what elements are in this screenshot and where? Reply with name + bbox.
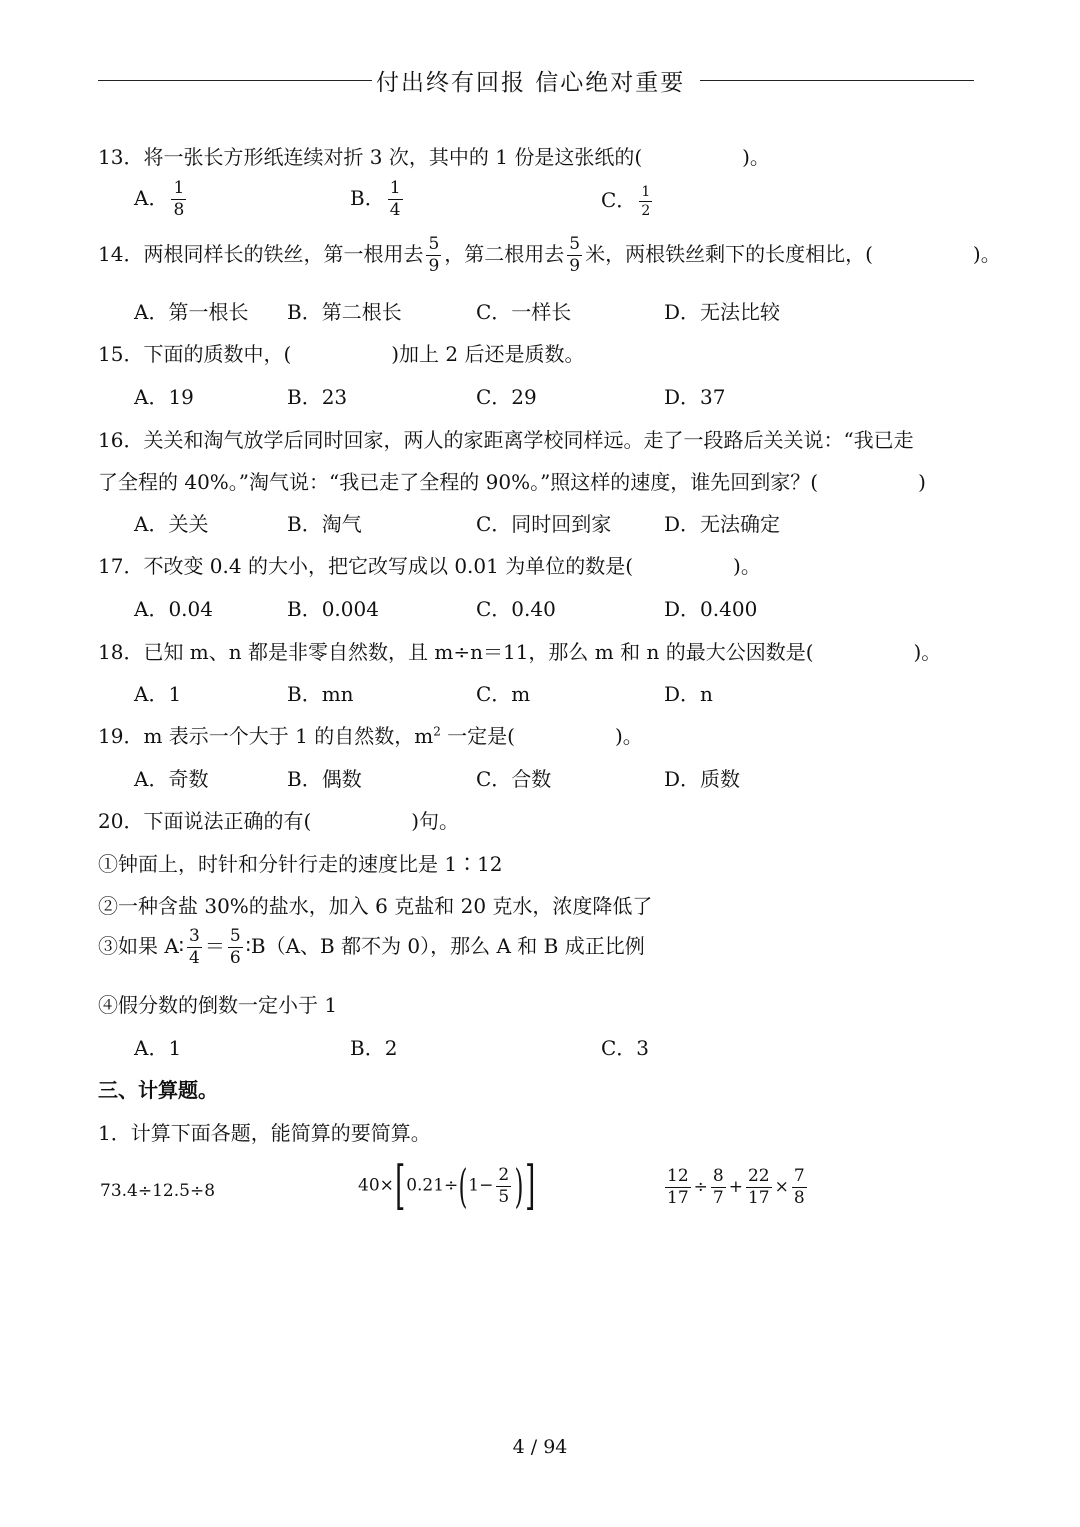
q13-option-c: C． $\frac{1}{2}$ <box>601 184 651 219</box>
question-20: 20．下面说法正确的有( )句。 <box>98 809 460 833</box>
calc-expression-3: $\frac{12}{17}$ ÷ $\frac{8}{7}$ + $\frac{22}{17}$ × $\frac{7}{8}$ <box>667 1166 805 1208</box>
page-number: 4 / 94 <box>512 1436 568 1458</box>
header-rule-right <box>700 80 974 81</box>
q20-statement-3: ③如果 A∶ $\frac{3}{4}$ ＝ $\frac{5}{6}$ ∶B（A、B 都不为 0），那么 A 和 B 成正比例 <box>98 926 645 968</box>
q19-option-b: B．偶数 <box>287 767 362 791</box>
q14-option-c: C．一样长 <box>476 300 572 324</box>
q16-option-c: C．同时回到家 <box>476 512 612 536</box>
q14-option-a: A．第一根长 <box>134 300 249 324</box>
section-3-title: 三、计算题。 <box>98 1078 218 1102</box>
q17-option-a: A．0.04 <box>134 597 213 621</box>
q20-option-b: B．2 <box>350 1036 398 1060</box>
q17-option-d: D．0.400 <box>664 597 758 621</box>
q17-option-b: B．0.004 <box>287 597 379 621</box>
q17-option-c: C．0.40 <box>476 597 556 621</box>
question-16-line-2: 了全程的 40%。”淘气说：“我已走了全程的 90%。”照这样的速度，谁先回到家？( ) <box>98 470 926 494</box>
calc-expression-1: 73.4÷12.5÷8 <box>100 1181 216 1201</box>
q20-option-a: A．1 <box>134 1036 182 1060</box>
q20-option-c: C．3 <box>601 1036 650 1060</box>
question-17: 17．不改变 0.4 的大小，把它改写成以 0.01 为单位的数是( )。 <box>98 554 761 578</box>
q19-option-d: D．质数 <box>664 767 741 791</box>
q15-option-d: D．37 <box>664 385 726 409</box>
q16-option-b: B．淘气 <box>287 512 362 536</box>
question-15: 15．下面的质数中，( )加上 2 后还是质数。 <box>98 342 585 366</box>
question-14: 14．两根同样长的铁丝，第一根用去 $\frac{5}{9}$ ，第二根用去 $\frac{5}{9}$ 米，两根铁丝剩下的长度相比，( )。 <box>98 234 1001 276</box>
q16-option-d: D．无法确定 <box>664 512 781 536</box>
q19-option-a: A．奇数 <box>134 767 209 791</box>
question-13: 13．将一张长方形纸连续对折 3 次，其中的 1 份是这张纸的( )。 <box>98 145 770 169</box>
q18-option-d: D．n <box>664 682 713 706</box>
q16-option-a: A．关关 <box>134 512 209 536</box>
section-3-instruction: 1．计算下面各题，能简算的要简算。 <box>98 1121 431 1145</box>
q14-option-b: B．第二根长 <box>287 300 402 324</box>
q18-option-b: B．mn <box>287 682 354 706</box>
q20-statement-4: ④假分数的倒数一定小于 1 <box>98 993 338 1017</box>
q15-option-c: C．29 <box>476 385 537 409</box>
question-19: 19．m 表示一个大于 1 的自然数，$m^2$ 一定是( )。 <box>98 724 643 748</box>
q18-option-c: C．m <box>476 682 531 706</box>
q18-option-a: A．1 <box>134 682 182 706</box>
q15-option-b: B．23 <box>287 385 348 409</box>
q14-option-d: D．无法比较 <box>664 300 781 324</box>
q20-statement-2: ②一种含盐 30%的盐水，加入 6 克盐和 20 克水，浓度降低了 <box>98 894 653 918</box>
header-rule-left <box>98 80 372 81</box>
calc-expression-2: 40×[0.21÷(1− $\frac{2}{5}$ )] <box>358 1156 536 1216</box>
q13-option-b: B． $\frac{1}{4}$ <box>350 178 401 220</box>
q19-option-c: C．合数 <box>476 767 552 791</box>
question-16-line-1: 16．关关和淘气放学后同时回家，两人的家距离学校同样远。走了一段路后关关说：“我已走 <box>98 428 914 452</box>
q20-statement-1: ①钟面上，时针和分针行走的速度比是 1∶12 <box>98 852 503 876</box>
question-18: 18．已知 m、n 都是非零自然数，且 m÷n＝11，那么 m 和 n 的最大公因数是( )。 <box>98 640 942 664</box>
header-slogan: 付出终有回报 信心绝对重要 <box>376 70 686 96</box>
q13-option-a: A． $\frac{1}{8}$ <box>134 178 185 220</box>
q15-option-a: A．19 <box>134 385 194 409</box>
